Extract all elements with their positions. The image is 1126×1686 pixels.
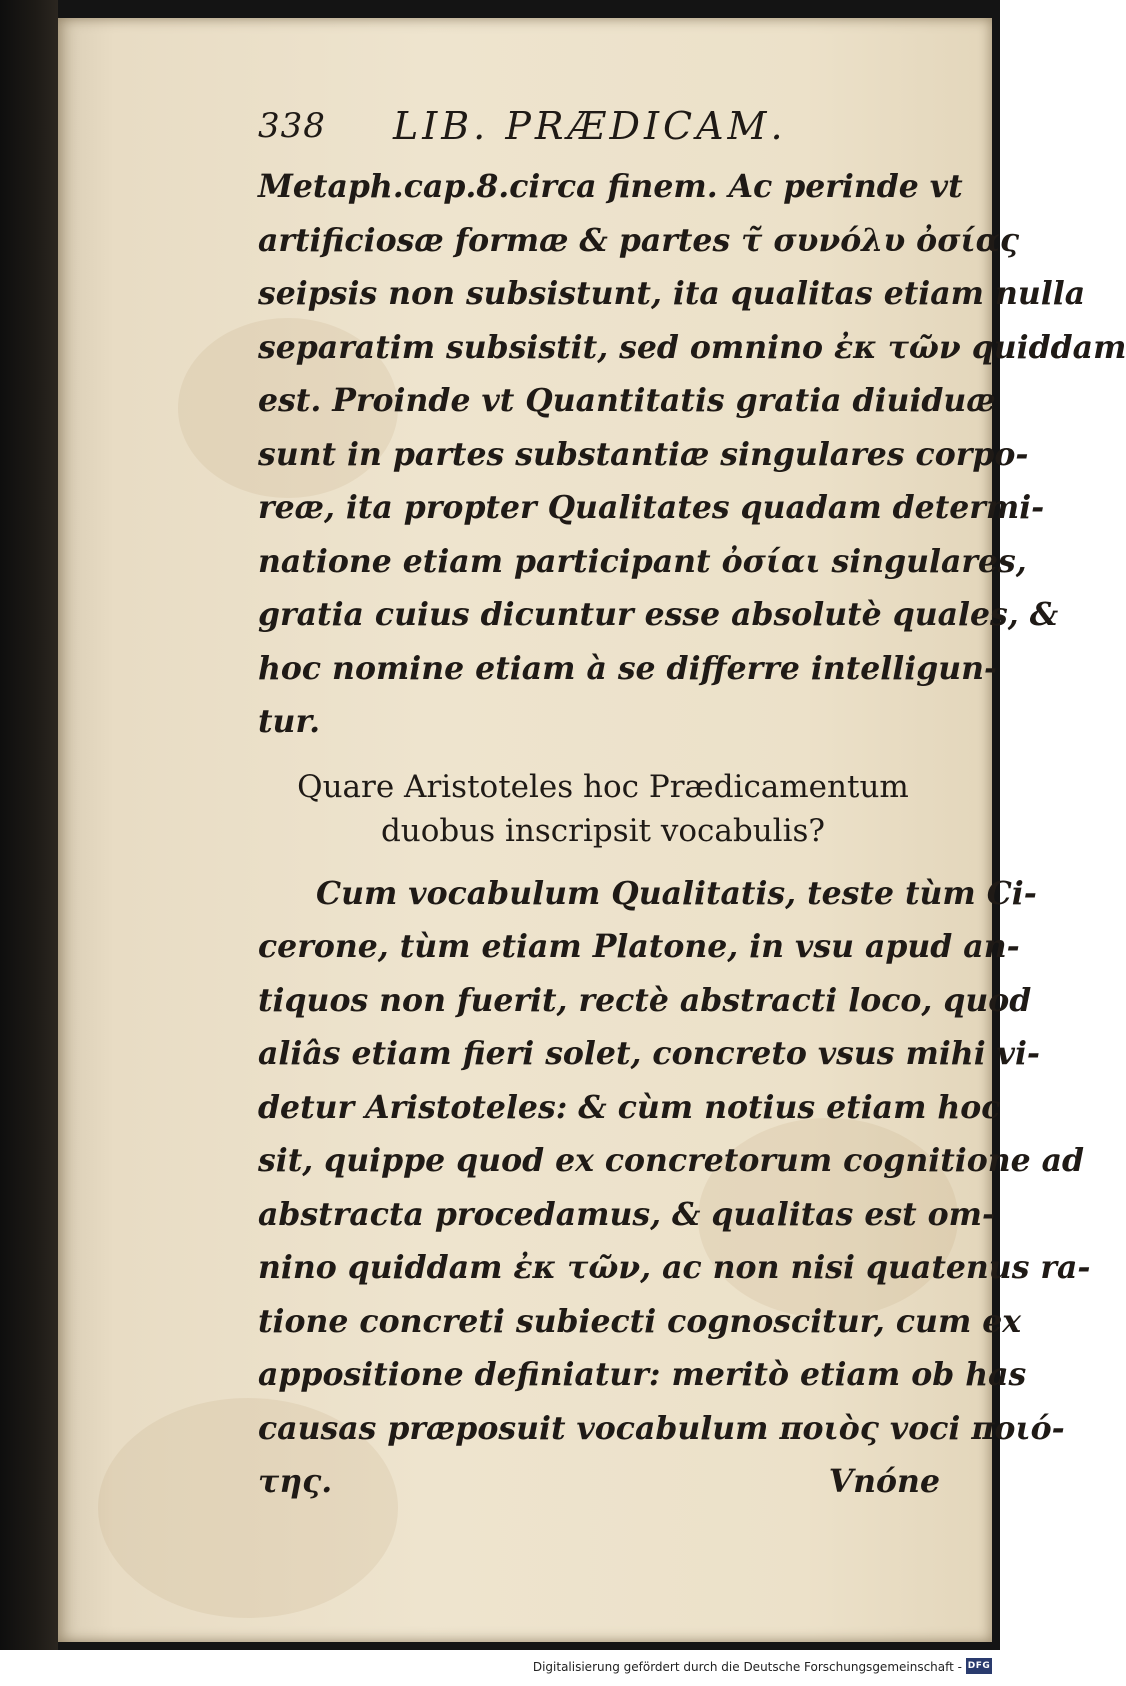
page-header: [258, 100, 948, 160]
text-line: separatim subsistit, sed omnino ἐκ τῶν quiddam: [258, 328, 1126, 366]
text-line: abstracta procedamus, & qualitas est om-: [258, 1195, 996, 1233]
text-line: reæ, ita propter Qualitates quadam determi-: [258, 489, 1045, 526]
text-line: sunt in partes substantiæ singulares corpo-: [258, 435, 1029, 473]
text-line: detur Aristoteles: & cùm notius etiam hoc: [258, 1088, 1001, 1126]
page-text-block: [258, 100, 1126, 1509]
text-line: cerone, tùm etiam Platone, in vsu apud an-: [258, 928, 1020, 965]
funding-credit: Digitalisierung gefördert durch die Deutsche Forschungsgemeinschaft -: [532, 1660, 962, 1674]
text-line: Metaph.cap.8.circa finem. Ac perinde vt: [258, 168, 963, 205]
text-line: artificiosæ formæ & partes τ̃ συνόλυ ὀσίας: [258, 221, 1020, 259]
paragraph-1: [258, 160, 1126, 749]
book-spine-shadow: [0, 0, 58, 1650]
text-line: hoc nomine etiam à se differre intelligun-: [258, 649, 998, 687]
section-heading-line: Quare Aristoteles hoc Prædicamentum: [297, 768, 909, 805]
digitization-footer: [0, 1650, 1000, 1686]
text-line: aliâs etiam fieri solet, concreto vsus mihi vi-: [258, 1035, 1040, 1072]
text-line: sit, quippe quod ex concretorum cognitione ad: [258, 1142, 1085, 1179]
text-line: nino quiddam ἐκ τῶν, ac non nisi quatenus ra-: [258, 1249, 1091, 1286]
final-line-text: της.: [258, 1463, 333, 1500]
text-line: est. Proinde vt Quantitatis gratia diuiduæ: [258, 382, 996, 419]
running-head: LIB. PRÆDICAM.: [393, 104, 787, 148]
text-line: tur.: [258, 703, 321, 740]
catchword: Vnóne: [828, 1463, 940, 1500]
text-line: tione concreti subiecti cognoscitur, cum ex: [258, 1302, 1022, 1340]
text-line: gratia cuius dicuntur esse absolutè quales, &: [258, 596, 1059, 633]
section-heading-line: duobus inscripsit vocabulis?: [380, 812, 826, 849]
text-line: seipsis non subsistunt, ita qualitas etiam nulla: [258, 275, 1086, 312]
dfg-logo[interactable]: DFG: [966, 1658, 992, 1674]
text-line: Cum vocabulum Qualitatis, teste tùm Ci-: [316, 874, 1037, 912]
text-line: causas præposuit vocabulum ποιὸς voci ποιό-: [258, 1409, 1065, 1447]
text-line: appositione definiatur: meritò etiam ob has: [258, 1356, 1027, 1393]
page-number: 338: [258, 106, 326, 146]
text-line: tiquos non fuerit, rectè abstracti loco, quod: [258, 981, 1032, 1019]
text-line: [258, 1455, 948, 1509]
text-line: natione etiam participant ὀσίαι singulares,: [258, 542, 1027, 580]
paragraph-2: [258, 867, 1091, 1509]
